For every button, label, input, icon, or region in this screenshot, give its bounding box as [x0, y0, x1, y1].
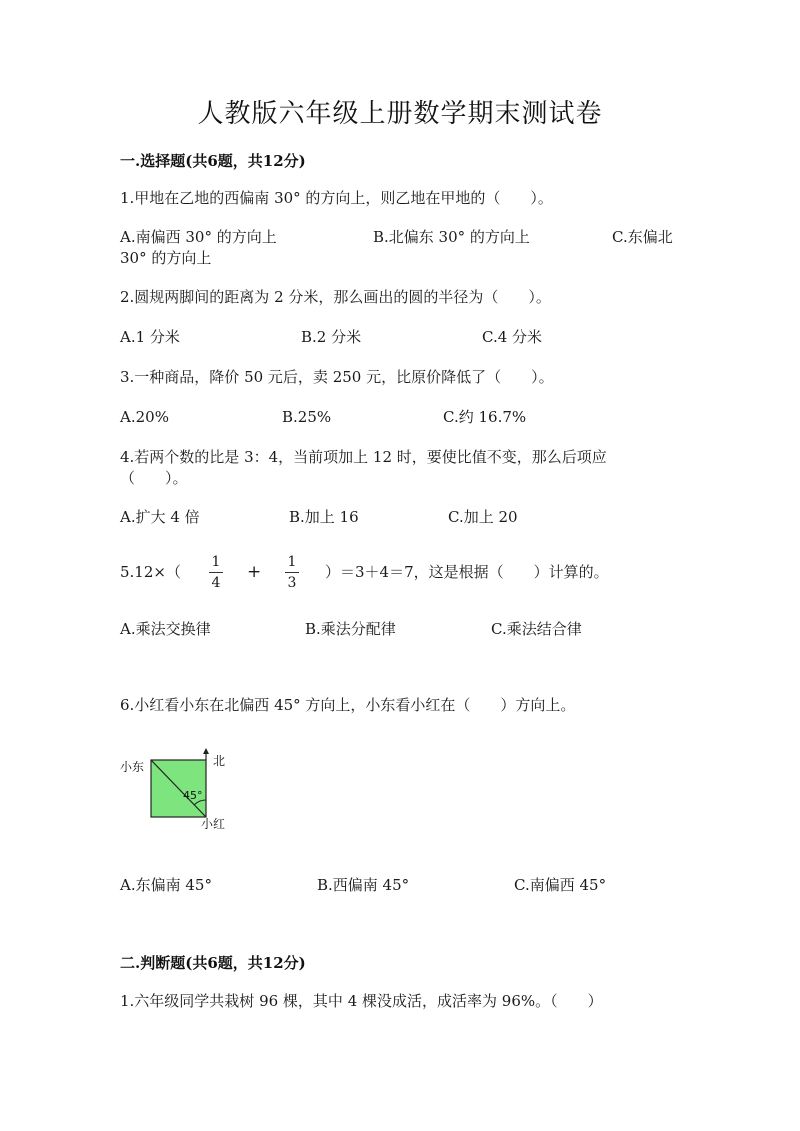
section-heading-choice: 一.选择题(共6题，共12分): [120, 152, 306, 170]
q5-option-b: B.乘法分配律: [305, 620, 396, 638]
question-1: 1.甲地在乙地的西偏南 30° 的方向上，则乙地在甲地的（ ）。: [120, 189, 553, 207]
question-4-continued: （ ）。: [120, 469, 188, 487]
label-angle: 45°: [183, 789, 203, 802]
q4-option-a: A.扩大 4 倍: [120, 508, 200, 526]
question-5-suffix: ）＝3＋4＝7，这是根据（ ）计算的。: [325, 563, 609, 581]
section-heading-judgement: 二.判断题(共6题，共12分): [120, 954, 306, 972]
q4-option-b: B.加上 16: [289, 508, 359, 526]
fraction-2-denominator: 3: [287, 575, 297, 591]
north-arrow-head: [203, 748, 209, 754]
fraction-one-quarter: [206, 553, 226, 592]
label-north: 北: [213, 754, 226, 768]
q5-option-a: A.乘法交换律: [120, 620, 211, 638]
q1-option-c-continued: 30° 的方向上: [120, 249, 212, 267]
q3-option-c: C.约 16.7%: [443, 408, 527, 426]
fraction-1-denominator: 4: [211, 575, 221, 591]
q4-option-c: C.加上 20: [448, 508, 518, 526]
direction-figure: [118, 748, 248, 832]
judgement-question-1: 1.六年级同学共栽树 96 棵，其中 4 棵没成活，成活率为 96%。（ ）: [120, 992, 603, 1010]
label-xiaohong: 小红: [201, 817, 226, 831]
q6-option-a: A.东偏南 45°: [120, 876, 212, 894]
fraction-one-third: [282, 553, 302, 592]
label-xiaodong: 小东: [120, 760, 145, 774]
question-3: 3.一种商品，降价 50 元后，卖 250 元，比原价降低了（ ）。: [120, 368, 554, 386]
fraction-1-bar: [209, 572, 223, 573]
question-5-prefix: 5.12×（: [120, 563, 181, 581]
q6-option-c: C.南偏西 45°: [514, 876, 607, 894]
q5-option-c: C.乘法结合律: [491, 620, 582, 638]
q3-option-a: A.20%: [120, 408, 169, 426]
plus-sign: +: [247, 562, 262, 582]
q2-option-b: B.2 分米: [301, 328, 362, 346]
q1-option-a: A.南偏西 30° 的方向上: [120, 228, 277, 246]
page-title: 人教版六年级上册数学期末测试卷: [197, 99, 603, 129]
q1-option-b: B.北偏东 30° 的方向上: [373, 228, 530, 246]
question-6: 6.小红看小东在北偏西 45° 方向上，小东看小红在（ ）方向上。: [120, 696, 576, 714]
fraction-2-numerator: 1: [287, 554, 297, 570]
fraction-1-numerator: 1: [211, 554, 221, 570]
q2-option-c: C.4 分米: [482, 328, 543, 346]
q2-option-a: A.1 分米: [120, 328, 180, 346]
question-2: 2.圆规两脚间的距离为 2 分米，那么画出的圆的半径为（ ）。: [120, 288, 551, 306]
question-4: 4.若两个数的比是 3：4，当前项加上 12 时，要使比值不变，那么后项应: [120, 448, 607, 466]
q6-option-b: B.西偏南 45°: [317, 876, 410, 894]
fraction-2-bar: [285, 572, 299, 573]
q1-option-c: C.东偏北: [612, 228, 673, 246]
q3-option-b: B.25%: [282, 408, 332, 426]
